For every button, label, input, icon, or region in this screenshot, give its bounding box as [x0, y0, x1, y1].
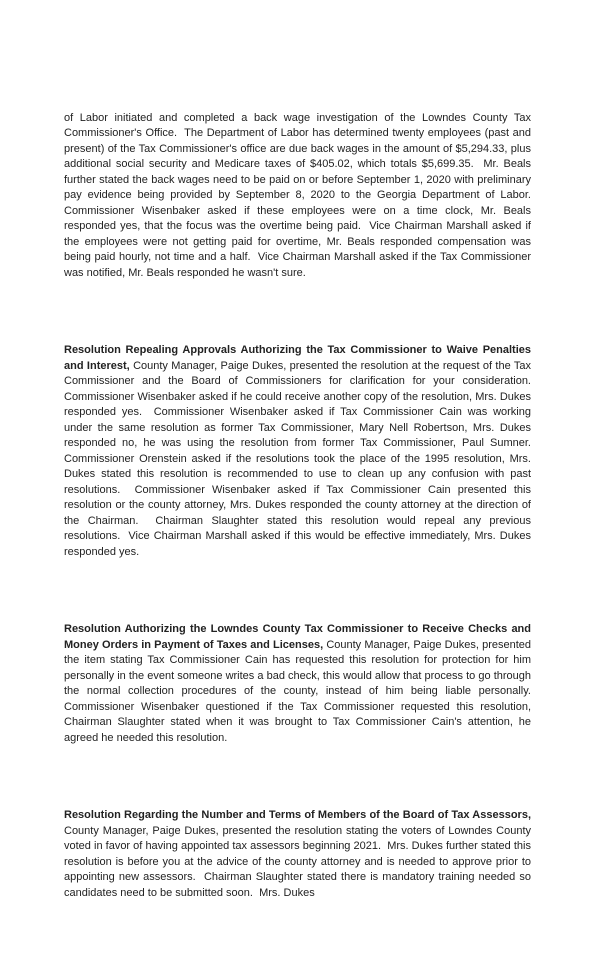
resolution-title-repealing-approvals: Resolution Repealing Approvals Authorizing the Tax Commissioner to Waive Penalties and Interest,	[64, 344, 535, 372]
paragraph-resolution-checks-money-orders	[64, 622, 538, 746]
paragraph-text: County Manager, Paige Dukes, presented the resolution stating the voters of Lowndes County voted in favor of having appointed tax assessors beginning 2021. Mrs. Dukes further stated this resolution is before you at the advice of the county attorney and is needed to approve prior to appointing new assessors. Chairman Slaughter stated there is mandatory training needed so candidates need to be submitted soon. Mrs. Dukes	[64, 809, 535, 899]
paragraph-resolution-board-of-tax-assessors	[64, 808, 535, 901]
paragraph-back-wage-investigation	[64, 111, 538, 282]
paragraph-resolution-repealing-approvals	[64, 343, 538, 560]
resolution-title-checks-money-orders: Resolution Authorizing the Lowndes County Tax Commissioner to Receive Checks and Money Orders in Payment of Taxes and Licenses,	[64, 623, 535, 651]
paragraph-text: County Manager, Paige Dukes, presented the item stating Tax Commissioner Cain has requested this resolution for protection for him personally in the event someone writes a bad check, this would allow that process to go through the normal collection procedures of the county, instead of him being liable personally. Commissioner Wisenbaker questioned if the Tax Commissioner requested this resolution, Chairman Slaughter stated when it was brought to Tax Commissioner Cain's attention, he agreed he needed this resolution.	[64, 638, 538, 744]
document-text-block	[64, 64, 538, 963]
paragraph-text: of Labor initiated and completed a back wage investigation of the Lowndes County Tax Commissioner's Office. The Department of Labor has determined twenty employees (past and present) of the Tax Commissioner's office are due back wages in the amount of $5,294.33, plus additional social security and Medicare taxes of $405.02, which totals $5,699.35. Mr. Beals further stated the back wages need to be paid on or before September 1, 2020 with preliminary pay evidence being provided by September 8, 2020 to the Georgia Department of Labor. Commissioner Wisenbaker asked if these employees were on a time clock, Mr. Beals responded yes, that the focus was the overtime being paid. Vice Chairman Marshall asked if the employees were not getting paid for overtime, Mr. Beals responded compensation was being paid hourly, not time and a half. Vice Chairman Marshall asked if the Tax Commissioner was notified, Mr. Beals responded he wasn't sure.	[64, 111, 538, 279]
paragraph-text: County Manager, Paige Dukes, presented the resolution at the request of the Tax Commissioner and the Board of Commissioners for clarification for your consideration. Commissioner Wisenbaker asked if he could receive another copy of the resolution, Mrs. Dukes responded yes. Commissioner Wisenbaker asked if Tax Commissioner Cain was working under the same resolution as former Tax Commissioner, Mary Nell Robertson, Mrs. Dukes responded no, he was using the resolution from former Tax Commissioner, Paul Sumner. Commissioner Orenstein asked if the resolutions took the place of the 1995 resolution, Mrs. Dukes stated this resolution is recommended to use to clean up any confusion with past resolutions. Commissioner Wisenbaker asked if Tax Commissioner Cain presented this resolution or the county attorney, Mrs. Dukes responded the county attorney at the direction of the Chairman. Chairman Slaughter stated this resolution would repeal any previous resolutions. Vice Chairman Marshall asked if this would be effective immediately, Mrs. Dukes responded yes.	[64, 359, 538, 558]
resolution-title-board-of-tax-assessors: Resolution Regarding the Number and Terms of Members of the Board of Tax Assessors,	[64, 809, 531, 821]
